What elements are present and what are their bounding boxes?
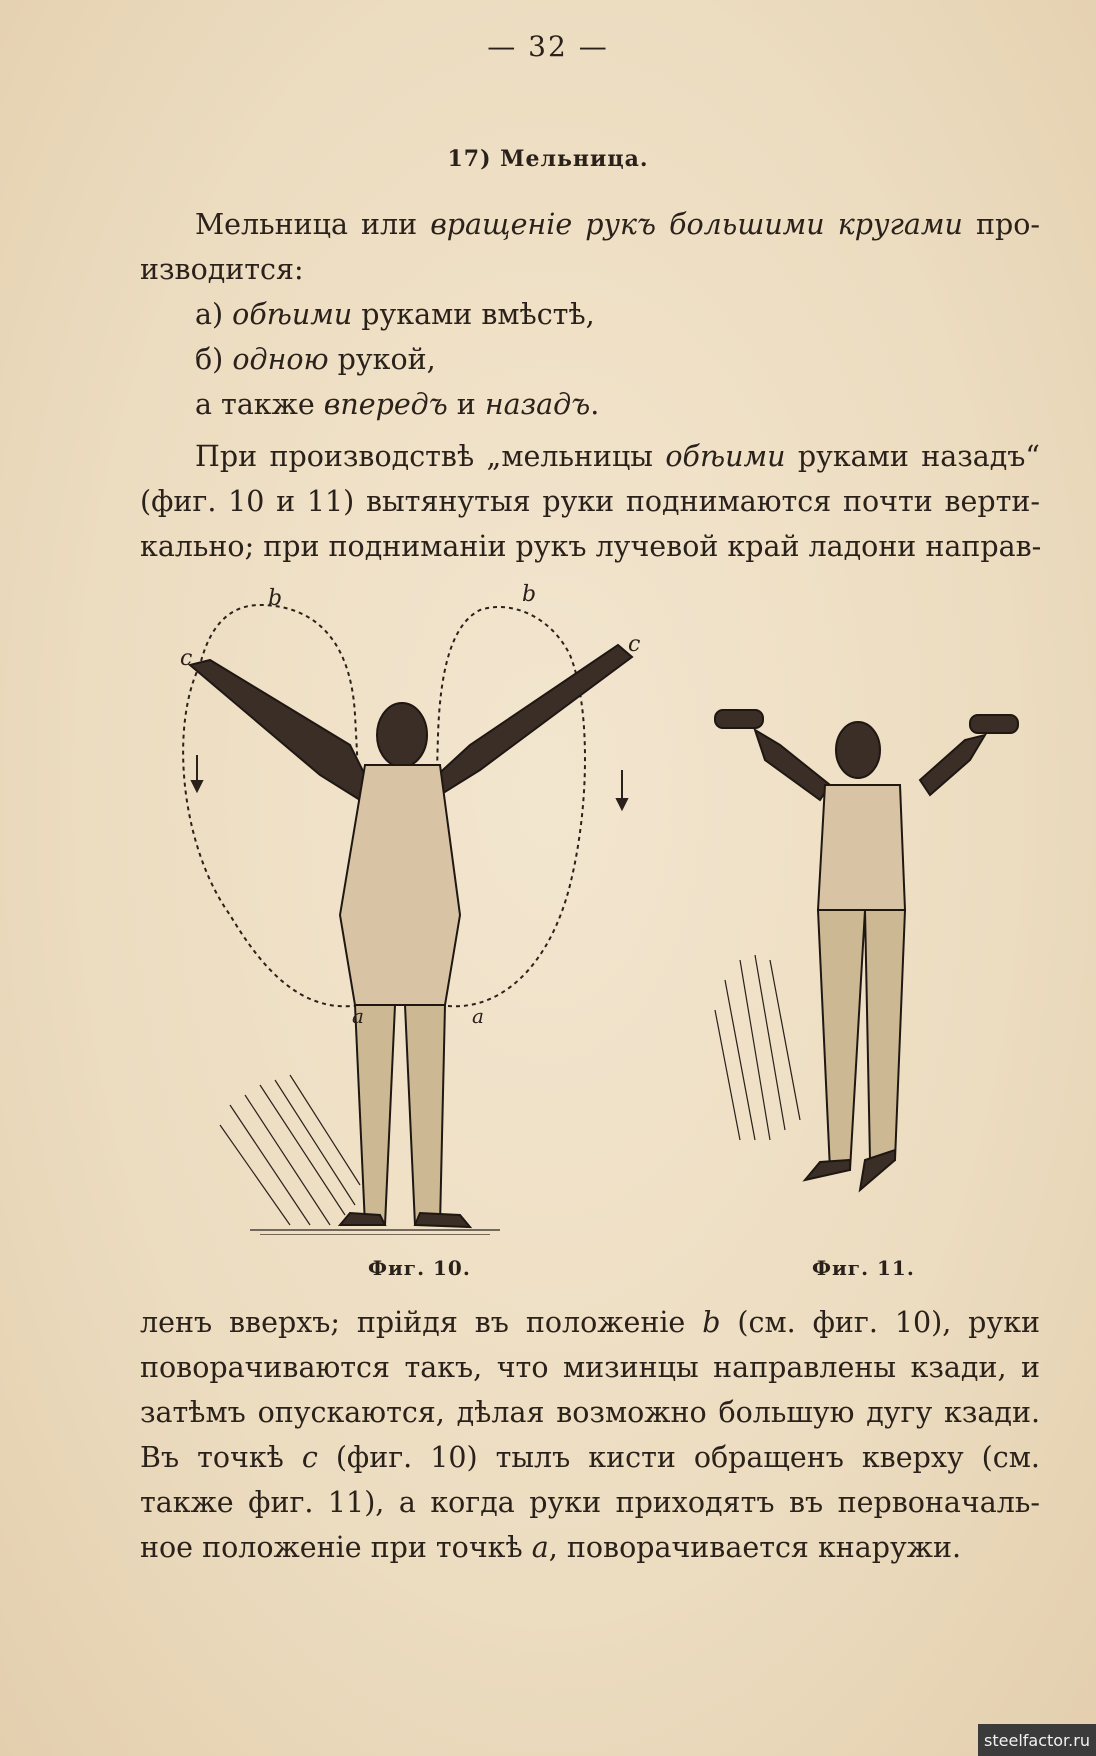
- text-line: кально; при подниманiи рукъ лучевой край ладони направ-: [140, 530, 1042, 563]
- list-item-a: [140, 292, 1040, 337]
- text-span: а): [195, 298, 233, 331]
- paragraph-continuation: [140, 1300, 1040, 1570]
- figure-11-illustration: [700, 690, 1040, 1230]
- text-line: [140, 1525, 1040, 1570]
- italic-text: обѣими: [232, 298, 353, 331]
- figure-11-caption: Фиг. 11.: [812, 1256, 915, 1280]
- text-line: [140, 1435, 1040, 1480]
- text-span: Въ точкѣ: [140, 1441, 302, 1474]
- italic-text: b: [702, 1306, 721, 1339]
- italic-text: вращенiе рукъ большими кругами: [430, 208, 963, 241]
- text-span: руками вмѣстѣ,: [352, 298, 595, 331]
- list-item-c: [140, 382, 1040, 427]
- text-span: ленъ вверхъ; прiйдя въ положенiе: [140, 1306, 703, 1339]
- text-line: [140, 434, 1040, 479]
- point-label-b: b: [268, 586, 283, 611]
- text-line: поворачиваются такъ, что мизинцы направлены кзади, и: [140, 1351, 1040, 1384]
- figure-10-caption: Фиг. 10.: [368, 1256, 471, 1280]
- text-span: , поворачивается кнаружи.: [548, 1531, 962, 1564]
- text-span: При производствѣ „мельницы: [195, 440, 666, 473]
- italic-text: c: [301, 1441, 318, 1474]
- text-span: про-: [962, 208, 1040, 241]
- text-span: ное положенiе при точкѣ: [140, 1531, 532, 1564]
- point-label-c: c: [628, 632, 641, 657]
- text-line: изводится:: [140, 253, 304, 286]
- text-line: (фиг. 10 и 11) вытянутыя руки поднимаются почти верти-: [140, 485, 1040, 518]
- italic-text: a: [531, 1531, 549, 1564]
- text-line: [140, 202, 1040, 247]
- point-label-b: b: [522, 582, 537, 607]
- italic-text: впередъ: [323, 388, 448, 421]
- gymnast-dumbbells-illustration: [700, 690, 1040, 1230]
- text-span: .: [590, 388, 600, 421]
- point-label-a: a: [352, 1004, 364, 1028]
- point-label-c: c: [180, 646, 193, 671]
- text-line: [140, 1300, 1040, 1345]
- page-number: — 32 —: [487, 30, 609, 63]
- text-span: (см. фиг. 10), руки: [720, 1306, 1040, 1339]
- italic-text: одною: [232, 343, 329, 376]
- text-line: затѣмъ опускаются, дѣлая возможно большую дугу кзади.: [140, 1396, 1040, 1429]
- text-span: и: [447, 388, 485, 421]
- point-label-a: a: [472, 1004, 484, 1028]
- italic-text: обѣими: [665, 440, 786, 473]
- paragraph-description: [140, 434, 1040, 569]
- text-span: (фиг. 10) тылъ кисти обращенъ кверху (см.: [317, 1441, 1040, 1474]
- section-heading: 17) Мельница.: [447, 146, 649, 172]
- gymnast-arms-circle-illustration: [170, 585, 640, 1235]
- watermark-link[interactable]: steelfactor.ru: [978, 1724, 1096, 1756]
- text-line: также фиг. 11), а когда руки приходятъ въ первоначаль-: [140, 1486, 1040, 1519]
- text-span: Мельница или: [195, 208, 431, 241]
- text-span: а также: [195, 388, 324, 421]
- text-span: б): [195, 343, 233, 376]
- list-item-b: [140, 337, 1040, 382]
- text-span: рукой,: [328, 343, 436, 376]
- figure-10-illustration: [170, 585, 640, 1235]
- text-span: руками назадъ“: [785, 440, 1041, 473]
- italic-text: назадъ: [484, 388, 591, 421]
- paragraph-intro: [140, 202, 1040, 427]
